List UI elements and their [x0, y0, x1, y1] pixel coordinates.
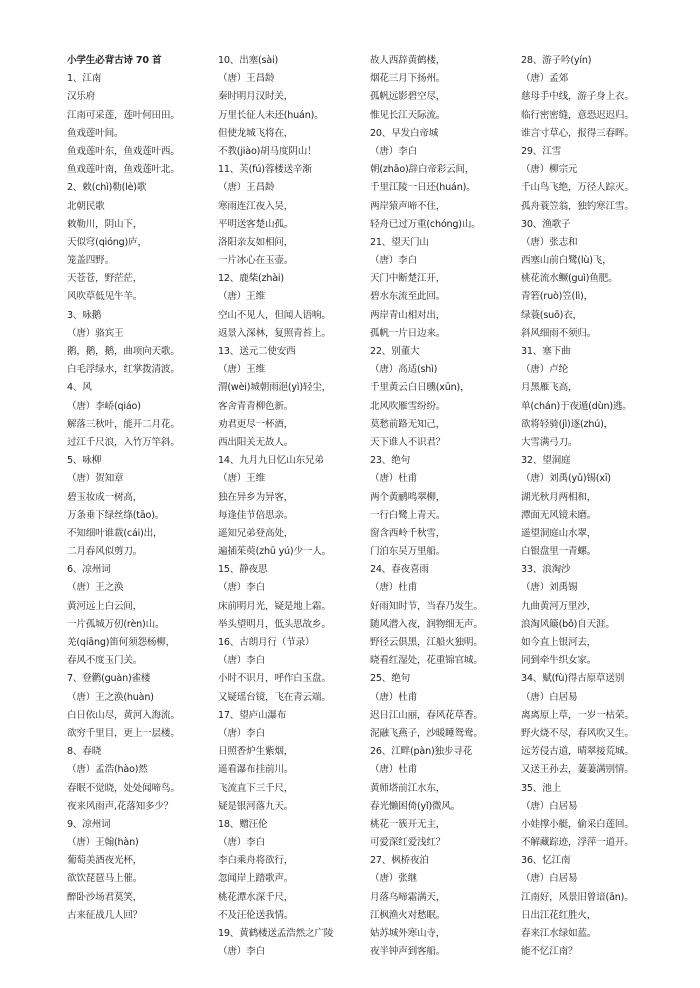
poem-line: 1、江南 — [67, 73, 102, 85]
poem-line: 桃花流水鳜(guì)鱼肥。 — [521, 273, 618, 285]
poem-line: 羌(qiāng)笛何须怨杨柳， — [67, 637, 176, 648]
poem-line: 床前明月光，疑是地上霜。 — [218, 600, 331, 612]
poem-line: 7、登鹳(guàn)雀楼 — [67, 673, 151, 685]
poem-line: （唐）李白 — [218, 582, 265, 594]
poem-line: 35、池上 — [521, 782, 561, 794]
poem-line: 不知细叶谁裁(cái)出， — [67, 527, 163, 539]
poem-line: 北风吹雁雪纷纷。 — [370, 400, 446, 412]
poem-line: （唐）刘禹(yǔ)锡(xī) — [521, 473, 611, 485]
poem-line: 春眠不觉晓，处处闻啼鸟。 — [67, 782, 180, 794]
poem-line: （唐）李白 — [218, 655, 265, 667]
text-column-1 — [67, 52, 217, 925]
poem-line: 小时不识月，呼作白玉盘。 — [218, 673, 331, 685]
poem-line: 11、芙(fú)蓉楼送辛渐 — [218, 164, 312, 176]
poem-line: 举头望明月，低头思故乡。 — [218, 618, 331, 630]
poem-line: 江枫渔火对愁眠。 — [370, 909, 446, 921]
poem-line: 春来江水绿如蓝。 — [521, 928, 597, 939]
poem-line: 如今直上银河去， — [521, 637, 597, 648]
poem-line: 黄师塔前江水东， — [370, 782, 446, 794]
poem-line: 临行密密缝，意恐迟迟归。 — [521, 109, 634, 121]
poem-line: 15、静夜思 — [218, 564, 268, 576]
poem-line: 渭(wèi)城朝雨浥(yì)轻尘， — [218, 382, 332, 394]
poem-line: 夜来风雨声,花落知多少？ — [67, 800, 174, 812]
poem-line: 疑是银河落九天。 — [218, 800, 294, 812]
poem-line: 劝君更尽一杯酒， — [218, 418, 294, 430]
document-title: 小学生必背古诗 70 首 — [67, 55, 162, 66]
poem-line: （唐）卢纶 — [521, 364, 568, 376]
poem-line: 欲饮琵琶马上催。 — [67, 873, 143, 885]
poem-line: （唐）李白 — [218, 727, 265, 739]
poem-line: （唐）杜甫 — [370, 691, 417, 703]
poem-line: 烟花三月下扬州。 — [370, 73, 446, 85]
poem-line: 17、望庐山瀑布 — [218, 709, 287, 721]
poem-line: 好雨知时节，当春乃发生。 — [370, 600, 483, 612]
poem-line: 10、出塞(sài) — [218, 55, 279, 66]
poem-line: 鱼戏莲叶南，鱼戏莲叶北。 — [67, 164, 180, 176]
poem-line: （唐）孟郊 — [521, 73, 568, 85]
poem-line: 不解藏踪迹，浮萍一道开。 — [521, 837, 634, 849]
poem-line: 千山鸟飞绝，万径人踪灭。 — [521, 182, 634, 194]
poem-line: 两个黄鹂鸣翠柳， — [370, 491, 446, 503]
poem-line: 24、春夜喜雨 — [370, 564, 429, 576]
poem-line: 月落乌啼霜满天， — [370, 891, 446, 903]
poem-line: 江南可采莲，莲叶何田田。 — [67, 109, 180, 121]
poem-line: 秦时明月汉时关， — [218, 91, 294, 103]
poem-line: 碧玉妆成一树高， — [67, 491, 143, 503]
poem-line: 日照香炉生紫烟， — [218, 746, 294, 758]
poem-line: 醉卧沙场君莫笑， — [67, 891, 143, 903]
poem-line: 19、黄鹤楼送孟浩然之广陵 — [218, 928, 334, 939]
poem-line: （唐）张志和 — [521, 236, 578, 248]
poem-line: 斜风细雨不须归。 — [521, 327, 597, 339]
poem-line: （唐）杜甫 — [370, 764, 417, 776]
poem-line: 一片冰心在玉壶。 — [218, 255, 294, 267]
poem-line: （唐）王昌龄 — [218, 73, 275, 85]
poem-line: 解落三秋叶，能开二月花。 — [67, 418, 180, 430]
poem-line: 30、渔歌子 — [521, 218, 571, 230]
poem-line: （唐）孟浩(hào)然 — [67, 764, 148, 776]
poem-line: 千里江陵一日还(huán)。 — [370, 182, 476, 194]
poem-line: （唐）杜甫 — [370, 582, 417, 594]
poem-line: 青箬(ruò)笠(lì)， — [521, 291, 593, 303]
poem-line: 轻舟已过万重(chóng)山。 — [370, 218, 481, 230]
poem-line: 天门中断楚江开， — [370, 273, 446, 285]
poem-line: 万条垂下绿丝绦(tāo)。 — [67, 509, 165, 521]
poem-line: （唐）李白 — [218, 837, 265, 849]
poem-line: （唐）王维 — [218, 291, 265, 303]
poem-line: 寒雨连江夜入吴， — [218, 200, 294, 212]
poem-line: 天似穹(qióng)庐， — [67, 236, 147, 248]
poem-line: 大雪满弓刀。 — [521, 436, 578, 448]
poem-line: 黄河远上白云间， — [67, 600, 143, 612]
poem-line: 江南好，风景旧曾谙(ān)。 — [521, 891, 634, 903]
text-column-2 — [218, 52, 368, 961]
poem-line: 孤帆一片日边来。 — [370, 327, 446, 339]
poem-line: （唐）李峤(qiáo) — [67, 400, 141, 412]
poem-line: 16、古朗月行（节录） — [218, 637, 315, 648]
poem-line: 能不忆江南？ — [521, 946, 578, 958]
poem-line: 6、凉州词 — [67, 564, 111, 576]
poem-line: 洛阳亲友如相问， — [218, 236, 294, 248]
poem-line: 又送王孙去，萋萋满别情。 — [521, 764, 634, 776]
poem-line: （唐）王维 — [218, 473, 265, 485]
poem-line: 23、绝句 — [370, 455, 410, 467]
poem-line: 天苍苍，野茫茫， — [67, 273, 143, 285]
poem-line: 野火烧不尽，春风吹又生。 — [521, 727, 634, 739]
poem-line: 独在异乡为异客， — [218, 491, 294, 503]
poem-line: （唐）李白 — [218, 946, 265, 958]
poem-line: 飞流直下三千尺， — [218, 782, 294, 794]
poem-line: 客舍青青柳色新。 — [218, 400, 294, 412]
poem-line: 两岸猿声啼不住， — [370, 200, 446, 212]
poem-line: 同到牵牛织女家。 — [521, 655, 597, 667]
poem-line: （唐）王翰(hàn) — [67, 837, 139, 849]
poem-line: 欲将轻骑(jì)逐(zhú)， — [521, 418, 614, 430]
poem-line: 不教(jiào)胡马度阴山！ — [218, 145, 317, 157]
poem-line: 不及汪伦送我情。 — [218, 909, 294, 921]
poem-line: （唐）李白 — [370, 145, 417, 157]
poem-line: 18、赠汪伦 — [218, 818, 268, 830]
poem-line: （唐）柳宗元 — [521, 164, 578, 176]
poem-line: 可爱深红爱浅红？ — [370, 837, 446, 849]
poem-line: 北朝民歌 — [67, 200, 105, 212]
poem-line: 过江千尺浪，入竹万竿斜。 — [67, 436, 180, 448]
poem-line: 遥知兄弟登高处， — [218, 527, 294, 539]
poem-line: 22、别董大 — [370, 346, 420, 357]
poem-line: 古来征战几人回？ — [67, 909, 143, 921]
poem-line: 晓看红湿处，花重锦官城。 — [370, 655, 483, 667]
poem-line: 湖光秋月两相和， — [521, 491, 597, 503]
poem-line: 远芳侵古道，晴翠接荒城。 — [521, 746, 634, 758]
poem-line: 29、江雪 — [521, 145, 561, 157]
poem-line: 碧水东流至此回。 — [370, 291, 446, 303]
poem-line: 迟日江山丽，春风花草香。 — [370, 709, 483, 721]
poem-line: （唐）白居易 — [521, 691, 578, 703]
poem-line: 遥看瀑布挂前川。 — [218, 764, 294, 776]
poem-line: 一行白鹭上青天。 — [370, 509, 446, 521]
poem-line: （唐）杜甫 — [370, 473, 417, 485]
poem-line: 28、游子吟(yín) — [521, 55, 592, 66]
poem-line: 慈母手中线，游子身上衣。 — [521, 91, 634, 103]
poem-line: 夜半钟声到客船。 — [370, 946, 446, 958]
poem-line: 春光懒困倚(yǐ)微风。 — [370, 800, 461, 812]
poem-line: 汉乐府 — [67, 91, 96, 103]
poem-line: 两岸青山相对出， — [370, 309, 446, 321]
poem-line: 孤舟蓑笠翁，独钓寒江雪。 — [521, 200, 634, 212]
poem-line: 泥融飞燕子，沙暖睡鸳鸯。 — [370, 727, 483, 739]
poem-line: 莫愁前路无知己， — [370, 418, 446, 430]
poem-line: 27、枫桥夜泊 — [370, 855, 429, 867]
poem-line: 故人西辞黄鹤楼， — [370, 55, 446, 66]
poem-line: 春风不度玉门关。 — [67, 655, 143, 667]
poem-line: 4、风 — [67, 382, 92, 394]
poem-line: 一片孤城万仞(rèn)山。 — [67, 618, 165, 630]
poem-line: 单(chán)于夜遁(dùn)逃。 — [521, 400, 632, 412]
poem-line: （唐）白居易 — [521, 873, 578, 885]
poem-line: （唐）骆宾王 — [67, 327, 124, 339]
poem-line: 33、浪淘沙 — [521, 564, 571, 576]
poem-line: 窗含西岭千秋雪， — [370, 527, 446, 539]
poem-line: 36、忆江南 — [521, 855, 571, 867]
poem-line: 葡萄美酒夜光杯， — [67, 855, 143, 867]
text-column-3 — [370, 52, 520, 961]
poem-line: 返景入深林，复照青苔上。 — [218, 327, 331, 339]
poem-line: 天下谁人不识君？ — [370, 436, 446, 448]
poem-line: 桃花潭水深千尺， — [218, 891, 294, 903]
poem-line: 9、凉州词 — [67, 818, 111, 830]
poem-line: 26、江畔(pàn)独步寻花 — [370, 746, 473, 758]
poem-line: 31、塞下曲 — [521, 346, 571, 357]
poem-line: 离离原上草，一岁一枯荣。 — [521, 709, 634, 721]
poem-line: 鱼戏莲叶间。 — [67, 127, 124, 139]
poem-line: 白毛浮绿水，红掌拨清波。 — [67, 364, 180, 376]
poem-line: 日出江花红胜火， — [521, 909, 597, 921]
poem-line: （唐）王之涣(huàn) — [67, 691, 154, 703]
poem-line: 13、送元二使安西 — [218, 346, 296, 357]
poem-line: 白银盘里一青螺。 — [521, 546, 597, 558]
poem-line: （唐）王维 — [218, 364, 265, 376]
poem-line: 孤帆远影碧空尽， — [370, 91, 446, 103]
poem-line: 门泊东吴万里船。 — [370, 546, 446, 558]
poem-line: 千里黄云白日曛(xūn)， — [370, 382, 470, 394]
poem-line: 野径云俱黑，江船火独明。 — [370, 637, 483, 648]
poem-line: 空山不见人，但闻人语响。 — [218, 309, 331, 321]
poem-line: 14、九月九日忆山东兄弟 — [218, 455, 324, 467]
poem-line: 敕勒川，阴山下， — [67, 218, 143, 230]
poem-line: 鱼戏莲叶东，鱼戏莲叶西。 — [67, 145, 180, 157]
poem-line: （唐）白居易 — [521, 800, 578, 812]
poem-line: 8、春晓 — [67, 746, 102, 758]
poem-line: 32、望洞庭 — [521, 455, 571, 467]
poem-line: 5、咏柳 — [67, 455, 102, 467]
poem-line: 欲穷千里目，更上一层楼。 — [67, 727, 180, 739]
poem-line: 遍插茱萸(zhū yú)少一人。 — [218, 546, 332, 558]
poem-line: 笼盖四野。 — [67, 255, 114, 267]
poem-line: 姑苏城外寒山寺， — [370, 928, 446, 939]
poem-line: 西塞山前白鹭(lù)飞， — [521, 255, 612, 267]
poem-line: 每逢佳节倍思亲。 — [218, 509, 294, 521]
poem-line: 潭面无风镜未磨。 — [521, 509, 597, 521]
poem-line: 西出阳关无故人。 — [218, 436, 294, 448]
text-column-4 — [521, 52, 671, 961]
poem-line: （唐）李白 — [370, 255, 417, 267]
poem-line: 鹅，鹅，鹅，曲项向天歌。 — [67, 346, 180, 357]
poem-line: 小娃撑小艇，偷采白莲回。 — [521, 818, 634, 830]
poem-line: 万里长征人未还(huán)。 — [218, 109, 324, 121]
poem-line: 月黑雁飞高， — [521, 382, 578, 394]
poem-line: 3、咏鹅 — [67, 309, 102, 321]
poem-line: 34、赋(fù)得古原草送别 — [521, 673, 625, 685]
poem-line: 21、望天门山 — [370, 236, 429, 248]
poem-line: 又疑瑶台镜，飞在青云端。 — [218, 691, 331, 703]
poem-line: 随风潜入夜，润物细无声。 — [370, 618, 483, 630]
poem-line: 朝(zhāo)辞白帝彩云间， — [370, 164, 475, 176]
poem-line: （唐）王之涣 — [67, 582, 124, 594]
poem-line: 桃花一簇开无主， — [370, 818, 446, 830]
poem-line: （唐）王昌龄 — [218, 182, 275, 194]
poem-line: 绿蓑(suō)衣， — [521, 309, 583, 321]
poem-line: （唐）贺知章 — [67, 473, 124, 485]
poem-line: 浪淘风簸(bǒ)自天涯。 — [521, 618, 615, 630]
poem-line: 2、敕(chì)勒(lè)歌 — [67, 182, 147, 194]
poem-line: 12、鹿柴(zhài) — [218, 273, 284, 285]
poem-line: 平明送客楚山孤。 — [218, 218, 294, 230]
poem-line: 但使龙城飞将在， — [218, 127, 294, 139]
poem-line: （唐）刘禹锡 — [521, 582, 578, 594]
poem-line: 谁言寸草心，报得三春晖。 — [521, 127, 634, 139]
poem-line: 惟见长江天际流。 — [370, 109, 446, 121]
poem-line: （唐）张继 — [370, 873, 417, 885]
poem-line: 九曲黄河万里沙， — [521, 600, 597, 612]
poem-line: 二月春风似剪刀。 — [67, 546, 143, 558]
poem-line: （唐）高适(shì) — [370, 364, 438, 376]
poem-line: 25、绝句 — [370, 673, 410, 685]
poem-line: 遥望洞庭山水翠， — [521, 527, 597, 539]
poem-line: 20、早发白帝城 — [370, 127, 439, 139]
poem-line: 李白乘舟将欲行， — [218, 855, 294, 867]
poem-line: 风吹草低见牛羊。 — [67, 291, 143, 303]
poem-line: 忽闻岸上踏歌声。 — [218, 873, 294, 885]
poem-line: 白日依山尽，黄河入海流。 — [67, 709, 180, 721]
